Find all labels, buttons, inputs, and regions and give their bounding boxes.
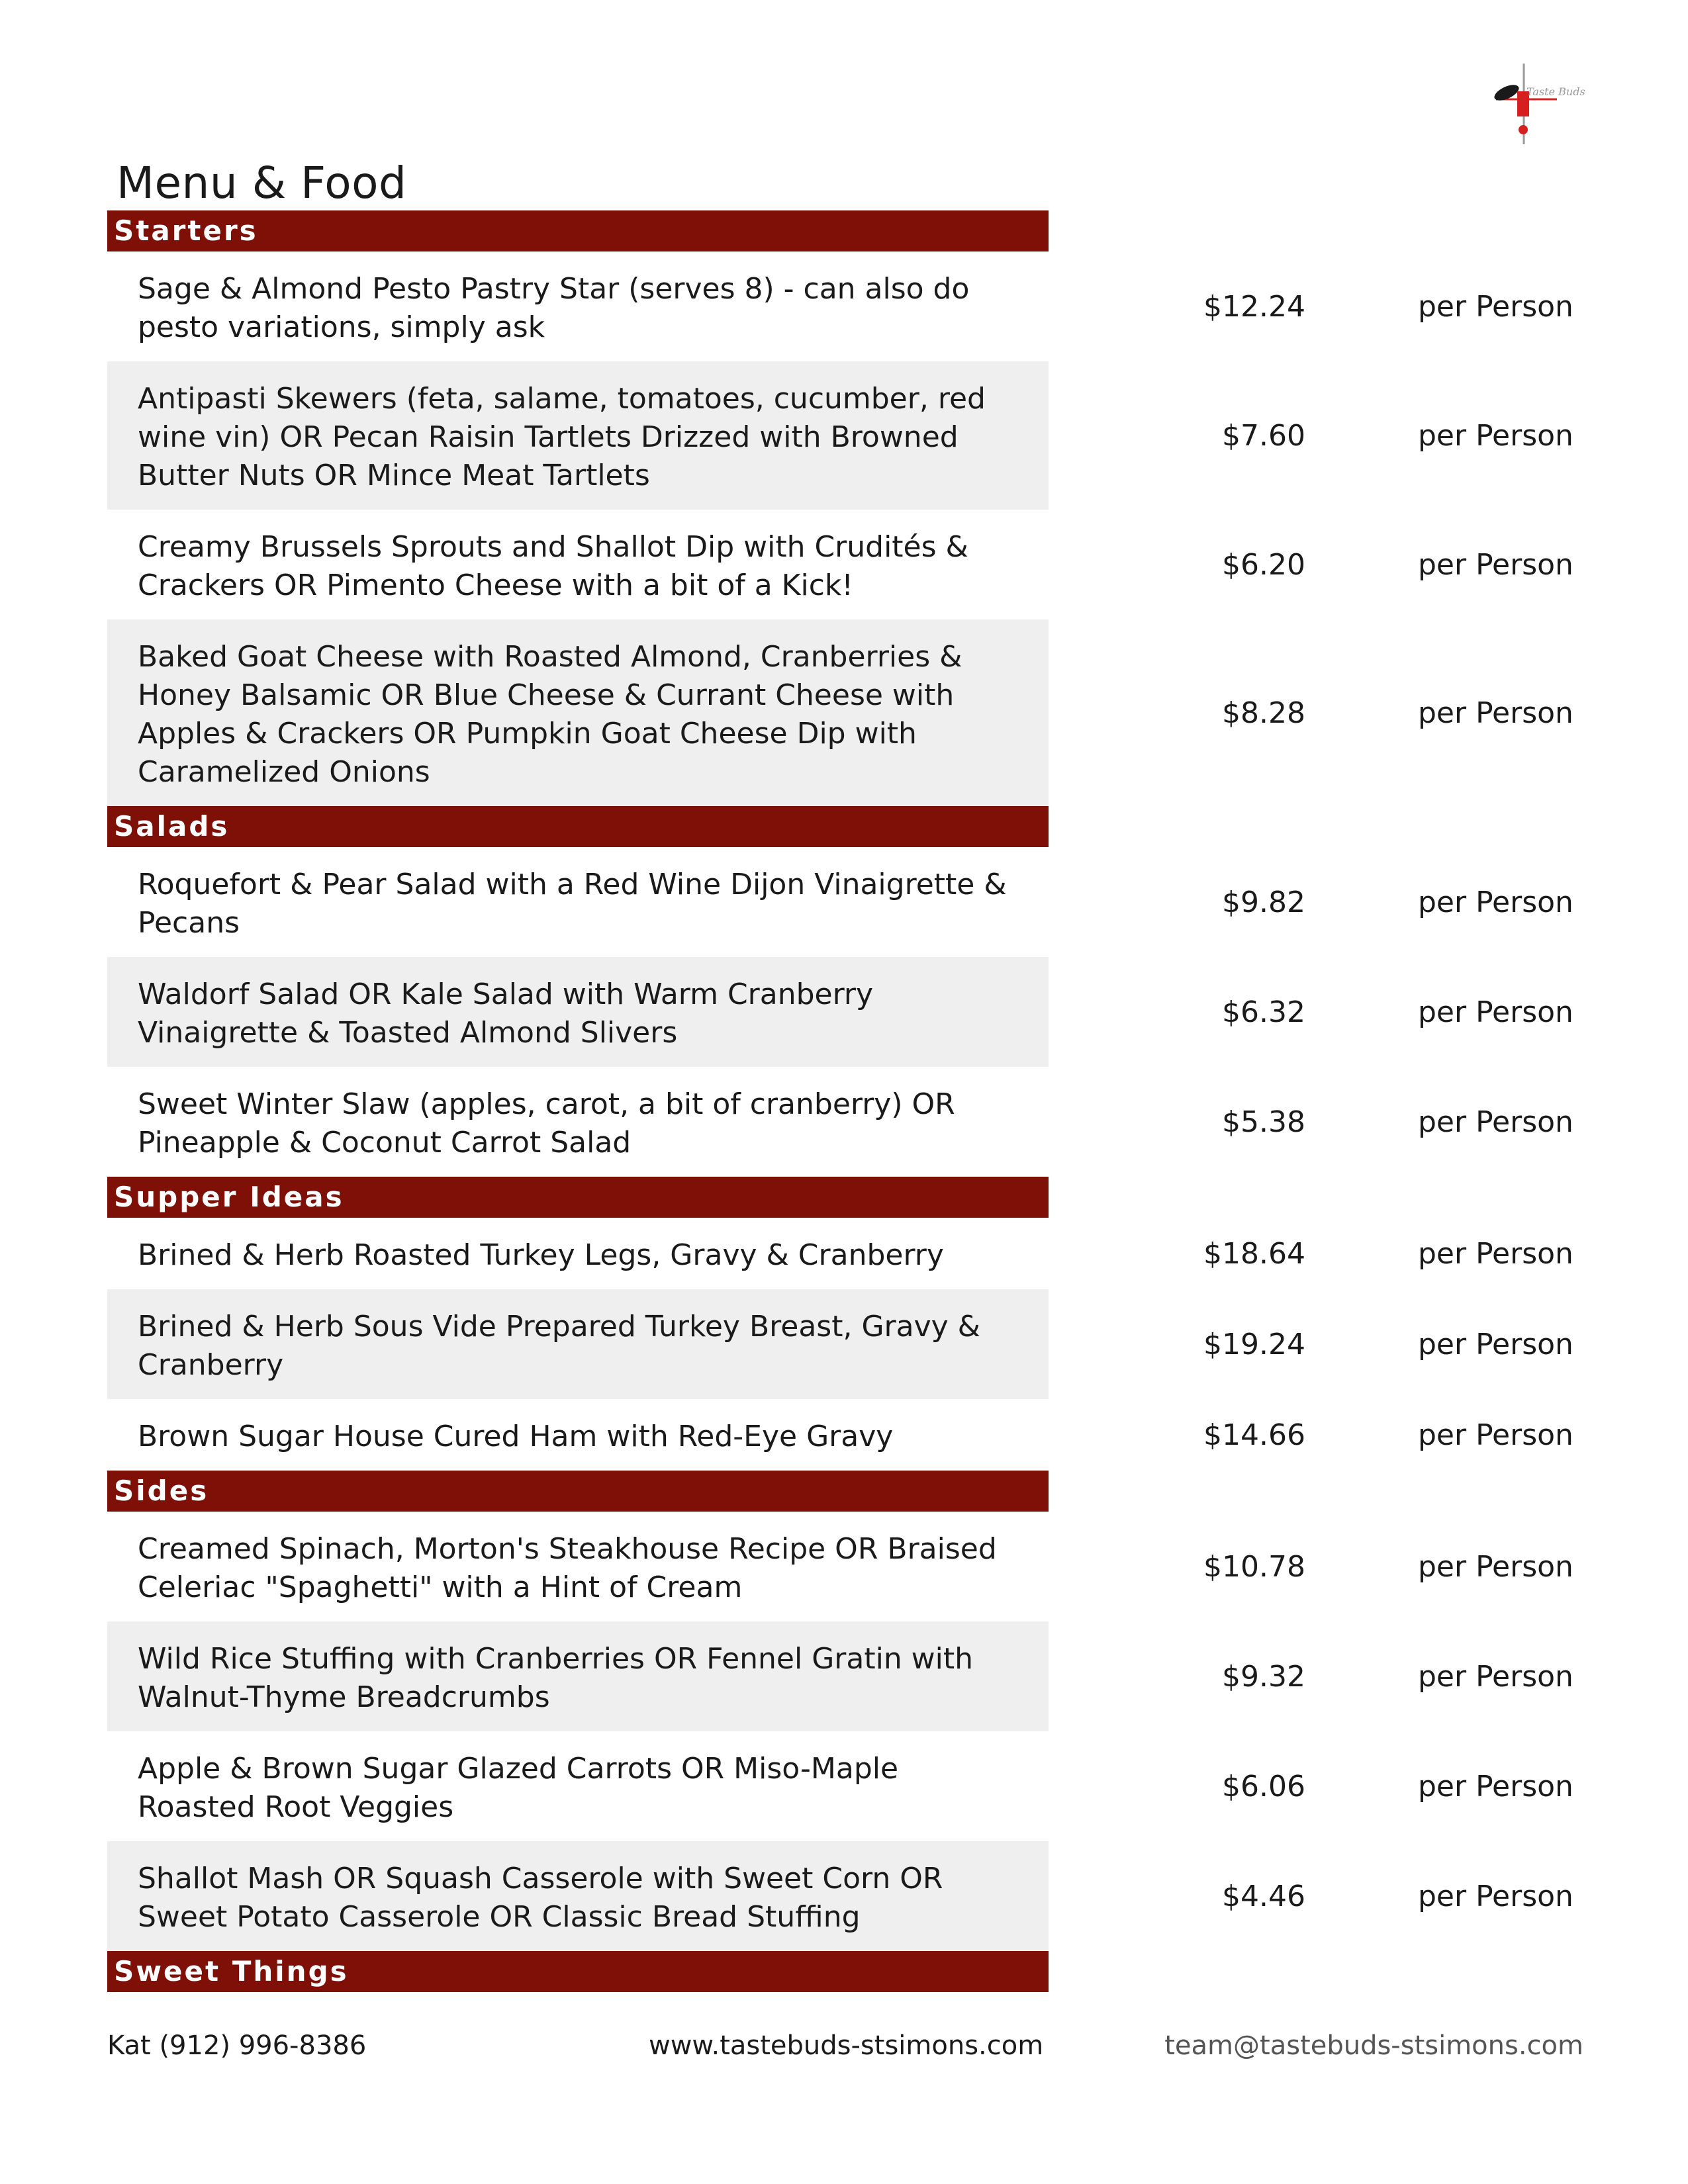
menu-item-row xyxy=(107,619,1597,806)
menu-item-price: $4.46 xyxy=(1222,1879,1305,1913)
menu-item-unit: per Person xyxy=(1418,995,1573,1029)
menu-item-row xyxy=(107,251,1597,361)
menu-item-unit: per Person xyxy=(1418,547,1573,582)
menu-item-row xyxy=(107,361,1597,510)
menu-list xyxy=(107,210,1597,1992)
menu-item-unit: per Person xyxy=(1418,1105,1573,1139)
menu-item-description: Brined & Herb Sous Vide Prepared Turkey Breast, Gravy & Cranberry xyxy=(107,1289,1049,1399)
menu-item-price: $6.20 xyxy=(1222,547,1305,582)
menu-item-row xyxy=(107,1399,1597,1471)
section-header: Sides xyxy=(107,1471,1049,1512)
menu-item-price: $8.28 xyxy=(1222,696,1305,730)
menu-item-price: $12.24 xyxy=(1203,289,1305,324)
menu-item-description: Wild Rice Stuffing with Cranberries OR Fennel Gratin with Walnut-Thyme Breadcrumbs xyxy=(107,1621,1049,1731)
menu-item-unit: per Person xyxy=(1418,1236,1573,1271)
menu-item-unit: per Person xyxy=(1418,289,1573,324)
menu-item-description: Brown Sugar House Cured Ham with Red-Eye Gravy xyxy=(138,1420,894,1453)
logo xyxy=(1483,58,1585,151)
menu-item-price: $9.32 xyxy=(1222,1659,1305,1694)
section-header: Supper Ideas xyxy=(107,1177,1049,1218)
footer-email[interactable]: team@tastebuds-stsimons.com xyxy=(1164,2030,1583,2061)
section-header: Sweet Things xyxy=(107,1951,1049,1992)
menu-item-unit: per Person xyxy=(1418,1879,1573,1913)
menu-item-description: Antipasti Skewers (feta, salame, tomatoes, cucumber, red wine vin) OR Pecan Raisin Tartlets Drizzed with Browned Butter Nuts OR Mince Meat Tartlets xyxy=(107,361,1049,510)
menu-item-row xyxy=(107,1621,1597,1731)
menu-item-description: Waldorf Salad OR Kale Salad with Warm Cranberry Vinaigrette & Toasted Almond Slivers xyxy=(107,957,1049,1067)
menu-item-row xyxy=(107,1512,1597,1621)
menu-item-row xyxy=(107,957,1597,1067)
menu-item-description: Baked Goat Cheese with Roasted Almond, Cranberries & Honey Balsamic OR Blue Cheese & Currant Cheese with Apples & Crackers OR Pumpkin Goat Cheese Dip with Caramelized Onions xyxy=(107,619,1049,806)
menu-item-price: $6.06 xyxy=(1222,1769,1305,1803)
menu-item-row xyxy=(107,1841,1597,1951)
menu-item-unit: per Person xyxy=(1418,1549,1573,1584)
menu-item-price: $19.24 xyxy=(1203,1327,1305,1361)
menu-item-row xyxy=(107,1067,1597,1177)
menu-item-row xyxy=(107,1289,1597,1399)
menu-item-row xyxy=(107,1731,1597,1841)
menu-item-description: Sage & Almond Pesto Pastry Star (serves 8) - can also do pesto variations, simply ask xyxy=(138,272,970,344)
menu-item-description: Roquefort & Pear Salad with a Red Wine Dijon Vinaigrette & Pecans xyxy=(138,868,1007,940)
menu-item-price: $10.78 xyxy=(1203,1549,1305,1584)
page-title: Menu & Food xyxy=(117,158,407,208)
menu-item-unit: per Person xyxy=(1418,696,1573,730)
menu-item-row xyxy=(107,847,1597,957)
section-header: Salads xyxy=(107,806,1049,847)
menu-item-description: Shallot Mash OR Squash Casserole with Sweet Corn OR Sweet Potato Casserole OR Classic Bread Stuffing xyxy=(107,1841,1049,1951)
menu-item-description: Creamy Brussels Sprouts and Shallot Dip with Crudités & Crackers OR Pimento Cheese with a bit of a Kick! xyxy=(138,530,968,602)
menu-item-unit: per Person xyxy=(1418,1418,1573,1452)
logo-text: Taste Buds xyxy=(1526,85,1585,98)
menu-item-unit: per Person xyxy=(1418,1659,1573,1694)
footer xyxy=(107,2030,1583,2070)
menu-item-description: Creamed Spinach, Morton's Steakhouse Recipe OR Braised Celeriac "Spaghetti" with a Hint of Cream xyxy=(138,1532,997,1604)
tastebuds-logo-icon xyxy=(1483,58,1585,151)
menu-item-price: $7.60 xyxy=(1222,418,1305,453)
menu-item-price: $14.66 xyxy=(1203,1418,1305,1452)
menu-item-price: $18.64 xyxy=(1203,1236,1305,1271)
menu-item-unit: per Person xyxy=(1418,1769,1573,1803)
menu-item-row xyxy=(107,1218,1597,1289)
menu-item-unit: per Person xyxy=(1418,418,1573,453)
menu-item-description: Sweet Winter Slaw (apples, carot, a bit of cranberry) OR Pineapple & Coconut Carrot Salad xyxy=(138,1087,955,1160)
menu-item-price: $9.82 xyxy=(1222,885,1305,919)
menu-item-description: Apple & Brown Sugar Glazed Carrots OR Miso-Maple Roasted Root Veggies xyxy=(138,1752,899,1824)
menu-item-price: $5.38 xyxy=(1222,1105,1305,1139)
menu-item-unit: per Person xyxy=(1418,1327,1573,1361)
footer-phone[interactable]: Kat (912) 996-8386 xyxy=(107,2030,367,2061)
footer-website[interactable]: www.tastebuds-stsimons.com xyxy=(649,2030,1044,2061)
menu-item-description: Brined & Herb Roasted Turkey Legs, Gravy & Cranberry xyxy=(138,1238,944,1272)
menu-item-unit: per Person xyxy=(1418,885,1573,919)
section-header: Starters xyxy=(107,210,1049,251)
menu-item-price: $6.32 xyxy=(1222,995,1305,1029)
menu-item-row xyxy=(107,510,1597,619)
